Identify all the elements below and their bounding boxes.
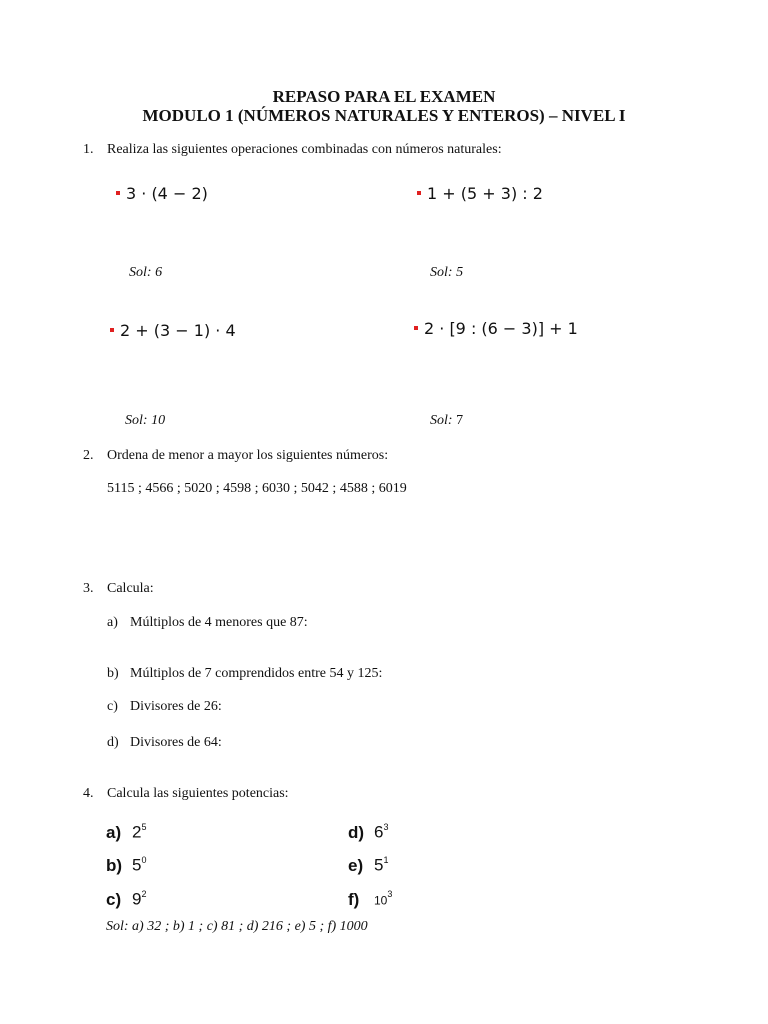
power-base: 6 <box>374 822 384 842</box>
power-label: c) <box>106 889 122 909</box>
power-base: 10 <box>374 893 388 908</box>
power-f <box>348 884 392 912</box>
sub-question-text: Divisores de 64: <box>130 735 222 750</box>
power-exponent: 3 <box>387 889 393 899</box>
sub-question-c <box>107 698 222 716</box>
power-base: 5 <box>374 855 384 875</box>
power-base: 9 <box>132 889 142 909</box>
power-exponent: 1 <box>383 855 389 865</box>
question-text: Realiza las siguientes operaciones combinadas con números naturales: <box>107 142 502 157</box>
power-base: 2 <box>132 822 142 842</box>
question-number: 4. <box>83 786 94 801</box>
question-4 <box>83 785 289 803</box>
solution-value: 7 <box>456 413 464 428</box>
bullet-icon <box>417 191 421 195</box>
power-b <box>106 850 146 877</box>
bullet-icon <box>110 328 114 332</box>
bullet-icon <box>414 326 418 330</box>
solution-value: 6 <box>155 265 163 280</box>
solution-value: 5 <box>456 265 464 280</box>
solution-label: Sol: <box>430 265 453 280</box>
page-subtitle: MODULO 1 (NÚMEROS NATURALES Y ENTEROS) – NIVEL I <box>142 106 626 125</box>
solution-label: Sol: <box>430 413 453 428</box>
power-exponent: 0 <box>141 855 147 865</box>
solution-1c <box>125 412 165 430</box>
power-label: f) <box>348 889 360 909</box>
power-exponent: 2 <box>141 889 147 899</box>
power-label: e) <box>348 855 364 875</box>
solution-value: 10 <box>151 413 166 428</box>
expression: 2 + (3 − 1) · 4 <box>120 321 236 340</box>
number-list: 5115 ; 4566 ; 5020 ; 4598 ; 6030 ; 5042 ; 4588 ; 6019 <box>107 481 407 496</box>
solution-label: Sol: <box>125 413 148 428</box>
question-text: Calcula las siguientes potencias: <box>107 786 289 801</box>
exercise-1a <box>116 183 208 205</box>
power-exponent: 5 <box>141 822 147 832</box>
solution-1a <box>129 264 162 282</box>
question-number: 2. <box>83 448 94 463</box>
question-3 <box>83 580 154 598</box>
question-text: Calcula: <box>107 581 154 596</box>
power-base: 5 <box>132 855 142 875</box>
power-c <box>106 884 146 911</box>
question-number: 1. <box>83 142 94 157</box>
bullet-icon <box>116 191 120 195</box>
sub-question-label: c) <box>107 699 118 714</box>
exercise-1b <box>417 183 543 205</box>
expression: 2 · [9 : (6 − 3)] + 1 <box>424 319 578 338</box>
power-label: d) <box>348 822 365 842</box>
power-exponent: 3 <box>383 822 389 832</box>
page-title: REPASO PARA EL EXAMEN <box>272 87 496 106</box>
question-text: Ordena de menor a mayor los siguientes números: <box>107 448 389 463</box>
expression: 3 · (4 − 2) <box>126 184 208 203</box>
solution-1d <box>430 412 463 430</box>
sub-question-a <box>107 614 308 632</box>
sub-question-text: Múltiplos de 7 comprendidos entre 54 y 125: <box>130 666 383 681</box>
expression: 1 + (5 + 3) : 2 <box>427 184 543 203</box>
power-a <box>106 817 146 844</box>
sub-question-label: b) <box>107 666 119 681</box>
sub-question-d <box>107 734 222 752</box>
power-d <box>348 817 388 844</box>
sub-question-text: Múltiplos de 4 menores que 87: <box>130 615 308 630</box>
question-number: 3. <box>83 581 94 596</box>
solution-label: Sol: <box>129 265 152 280</box>
solution-4: Sol: a) 32 ; b) 1 ; c) 81 ; d) 216 ; e) 5 ; f) 1000 <box>106 919 368 934</box>
exercise-1d <box>414 318 578 340</box>
power-e <box>348 850 388 877</box>
sub-question-label: d) <box>107 735 119 750</box>
power-label: b) <box>106 855 123 875</box>
question-1 <box>83 141 502 159</box>
power-label: a) <box>106 822 122 842</box>
question-2 <box>83 447 388 465</box>
solution-1b <box>430 264 463 282</box>
sub-question-label: a) <box>107 615 118 630</box>
exercise-1c <box>110 320 236 342</box>
sub-question-b <box>107 665 382 683</box>
sub-question-text: Divisores de 26: <box>130 699 222 714</box>
